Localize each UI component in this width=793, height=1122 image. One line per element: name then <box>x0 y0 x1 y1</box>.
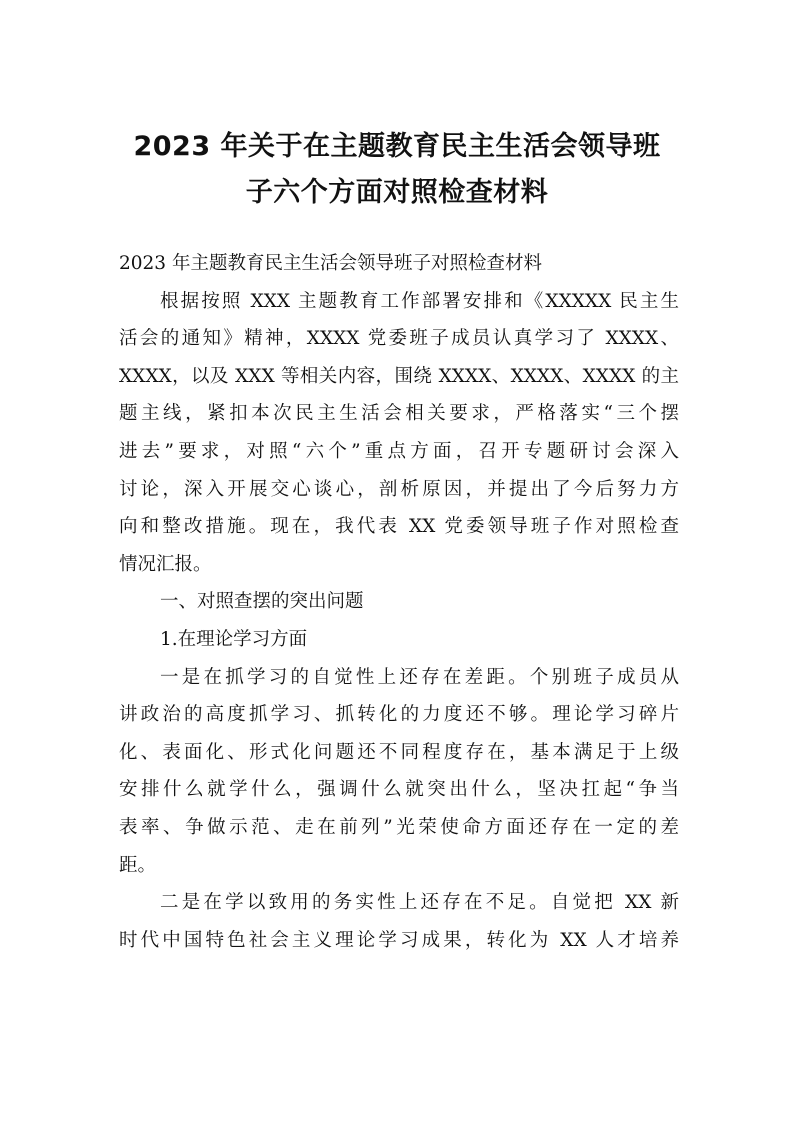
body-line: 活会的通知》精神，XXXX 党委班子成员认真学习了 XXXX、 <box>119 328 679 350</box>
body-line: 安排什么就学什么，强调什么就突出什么，坚决扛起“争当 <box>119 779 679 801</box>
subtitle-line: 2023 年主题教育民主生活会领导班子对照检查材料 <box>119 253 542 274</box>
body-line: 化、表面化、形式化问题还不同程度存在，基本满足于上级 <box>119 741 679 763</box>
body-line: 讲政治的高度抓学习、抓转化的力度还不够。理论学习碎片 <box>119 704 679 726</box>
body-line: 讨论，深入开展交心谈心，剖析原因，并提出了今后努力方 <box>119 478 679 500</box>
body-line: 情况汇报。 <box>119 553 212 575</box>
subsection-heading: 1.在理论学习方面 <box>160 628 308 650</box>
body-line: 向和整改措施。现在，我代表 XX 党委领导班子作对照检查 <box>119 516 679 538</box>
body-line: XXXX，以及 XXX 等相关内容，围绕 XXXX、XXXX、XXXX 的主 <box>119 365 679 387</box>
body-line: 一是在抓学习的自觉性上还存在差距。个别班子成员从 <box>160 666 679 688</box>
document-title-line-2: 子六个方面对照检查材料 <box>245 177 549 208</box>
document-body <box>119 245 679 959</box>
body-line: 时代中国特色社会主义理论学习成果，转化为 XX 人才培养 <box>119 929 679 951</box>
section-heading: 一、对照查摆的突出问题 <box>160 591 364 613</box>
body-line: 距。 <box>119 854 157 876</box>
document-title-line-1: 2023 年关于在主题教育民主生活会领导班 <box>133 131 661 162</box>
body-line: 根据按照 XXX 主题教育工作部署安排和《XXXXX 民主生 <box>160 290 679 312</box>
body-line: 题主线，紧扣本次民主生活会相关要求，严格落实“三个摆 <box>119 403 679 425</box>
body-line: 表率、争做示范、走在前列”光荣使命方面还存在一定的差 <box>119 816 679 838</box>
body-line: 二是在学以致用的务实性上还存在不足。自觉把 XX 新 <box>160 892 679 914</box>
body-line: 进去”要求，对照“六个”重点方面，召开专题研讨会深入 <box>119 440 679 462</box>
